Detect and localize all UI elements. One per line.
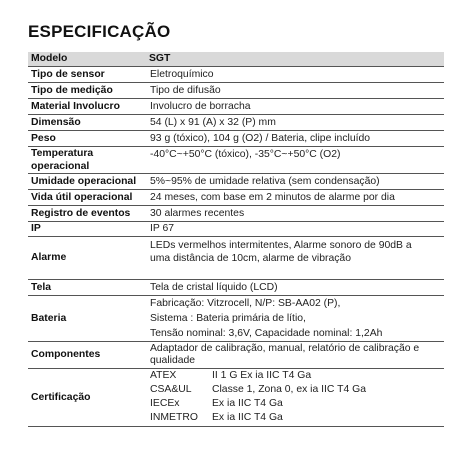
spec-row-event-log — [28, 205, 444, 221]
specification-table — [28, 52, 444, 427]
spec-row-measurement-type — [28, 82, 444, 98]
header-value: SGT — [146, 52, 444, 66]
row-key: Peso — [28, 130, 146, 146]
certification-item — [150, 411, 442, 425]
value-line: qualidade — [150, 354, 196, 366]
certification-value: Ex ia IIC T4 Ga — [212, 412, 283, 423]
spec-row-sensor-type — [28, 66, 444, 82]
value-line: Sistema : Bateria primária de lítio, — [150, 312, 306, 324]
row-value: 54 (L) x 91 (A) x 32 (P) mm — [146, 114, 444, 130]
spec-row-battery — [28, 295, 444, 341]
table-header-row — [28, 52, 444, 66]
certification-standard: ATEX — [150, 370, 177, 381]
certification-value: Classe 1, Zona 0, ex ia IIC T4 Ga — [212, 384, 367, 395]
spec-row-alarm — [28, 236, 444, 279]
value-line: Tensão nominal: 3,6V, Capacidade nominal: 1,2Ah — [150, 327, 383, 339]
certification-item — [150, 383, 442, 397]
row-key: Temperatura operacional — [28, 146, 146, 173]
row-value: 5%~95% de umidade relativa (sem condensação) — [146, 173, 444, 189]
certification-standard: CSA&UL — [150, 384, 192, 395]
value-line: uma distância de 10cm, alarme de vibração — [150, 252, 351, 264]
spec-row-operating-humidity — [28, 173, 444, 189]
row-key: Componentes — [28, 341, 146, 368]
row-key: IP — [28, 221, 146, 236]
row-key: Tipo de sensor — [28, 66, 146, 82]
spec-row-housing-material — [28, 98, 444, 114]
certification-value: II 1 G Ex ia IIC T4 Ga — [212, 370, 312, 381]
row-value: -40°C~+50°C (tóxico), -35°C~+50°C (O2) — [146, 146, 444, 173]
row-key: Umidade operacional — [28, 173, 146, 189]
spec-row-weight — [28, 130, 444, 146]
spec-row-operating-temperature — [28, 146, 444, 173]
page-title: ESPECIFICAÇÃO — [28, 22, 171, 41]
spec-row-certification — [28, 368, 444, 426]
value-line: LEDs vermelhos intermitentes, Alarme sonoro de 90dB a — [150, 239, 412, 251]
row-value: 24 meses, com base em 2 minutos de alarme por dia — [146, 189, 444, 205]
row-value — [146, 368, 444, 426]
row-key: Tipo de medição — [28, 82, 146, 98]
row-value — [146, 236, 444, 279]
certification-item — [150, 369, 442, 383]
certification-value: Ex ia IIC T4 Ga — [212, 398, 283, 409]
row-value — [146, 341, 444, 368]
header-key: Modelo — [28, 52, 146, 66]
spec-row-operating-life — [28, 189, 444, 205]
certification-standard: INMETRO — [150, 412, 198, 423]
row-value — [146, 295, 444, 341]
certification-standard: IECEx — [150, 398, 180, 409]
row-key: Material Involucro — [28, 98, 146, 114]
row-key: Registro de eventos — [28, 205, 146, 221]
value-line: Fabricação: Vitzrocell, N/P: SB-AA02 (P), — [150, 297, 341, 309]
row-key: Dimensão — [28, 114, 146, 130]
row-key: Bateria — [28, 295, 146, 341]
row-value: Involucro de borracha — [146, 98, 444, 114]
row-value: 93 g (tóxico), 104 g (O2) / Bateria, clipe incluído — [146, 130, 444, 146]
value-line: Adaptador de calibração, manual, relatório de calibração e — [150, 342, 420, 354]
row-key: Alarme — [28, 236, 146, 279]
row-key: Tela — [28, 279, 146, 295]
row-key: Certificação — [28, 368, 146, 426]
row-value: 30 alarmes recentes — [146, 205, 444, 221]
spec-row-dimension — [28, 114, 444, 130]
spec-row-ip — [28, 221, 444, 236]
certification-item — [150, 397, 442, 411]
row-value: IP 67 — [146, 221, 444, 236]
row-value: Eletroquímico — [146, 66, 444, 82]
spec-row-display — [28, 279, 444, 295]
spec-row-components — [28, 341, 444, 368]
row-value: Tipo de difusão — [146, 82, 444, 98]
row-value: Tela de cristal líquido (LCD) — [146, 279, 444, 295]
row-key: Vida útil operacional — [28, 189, 146, 205]
